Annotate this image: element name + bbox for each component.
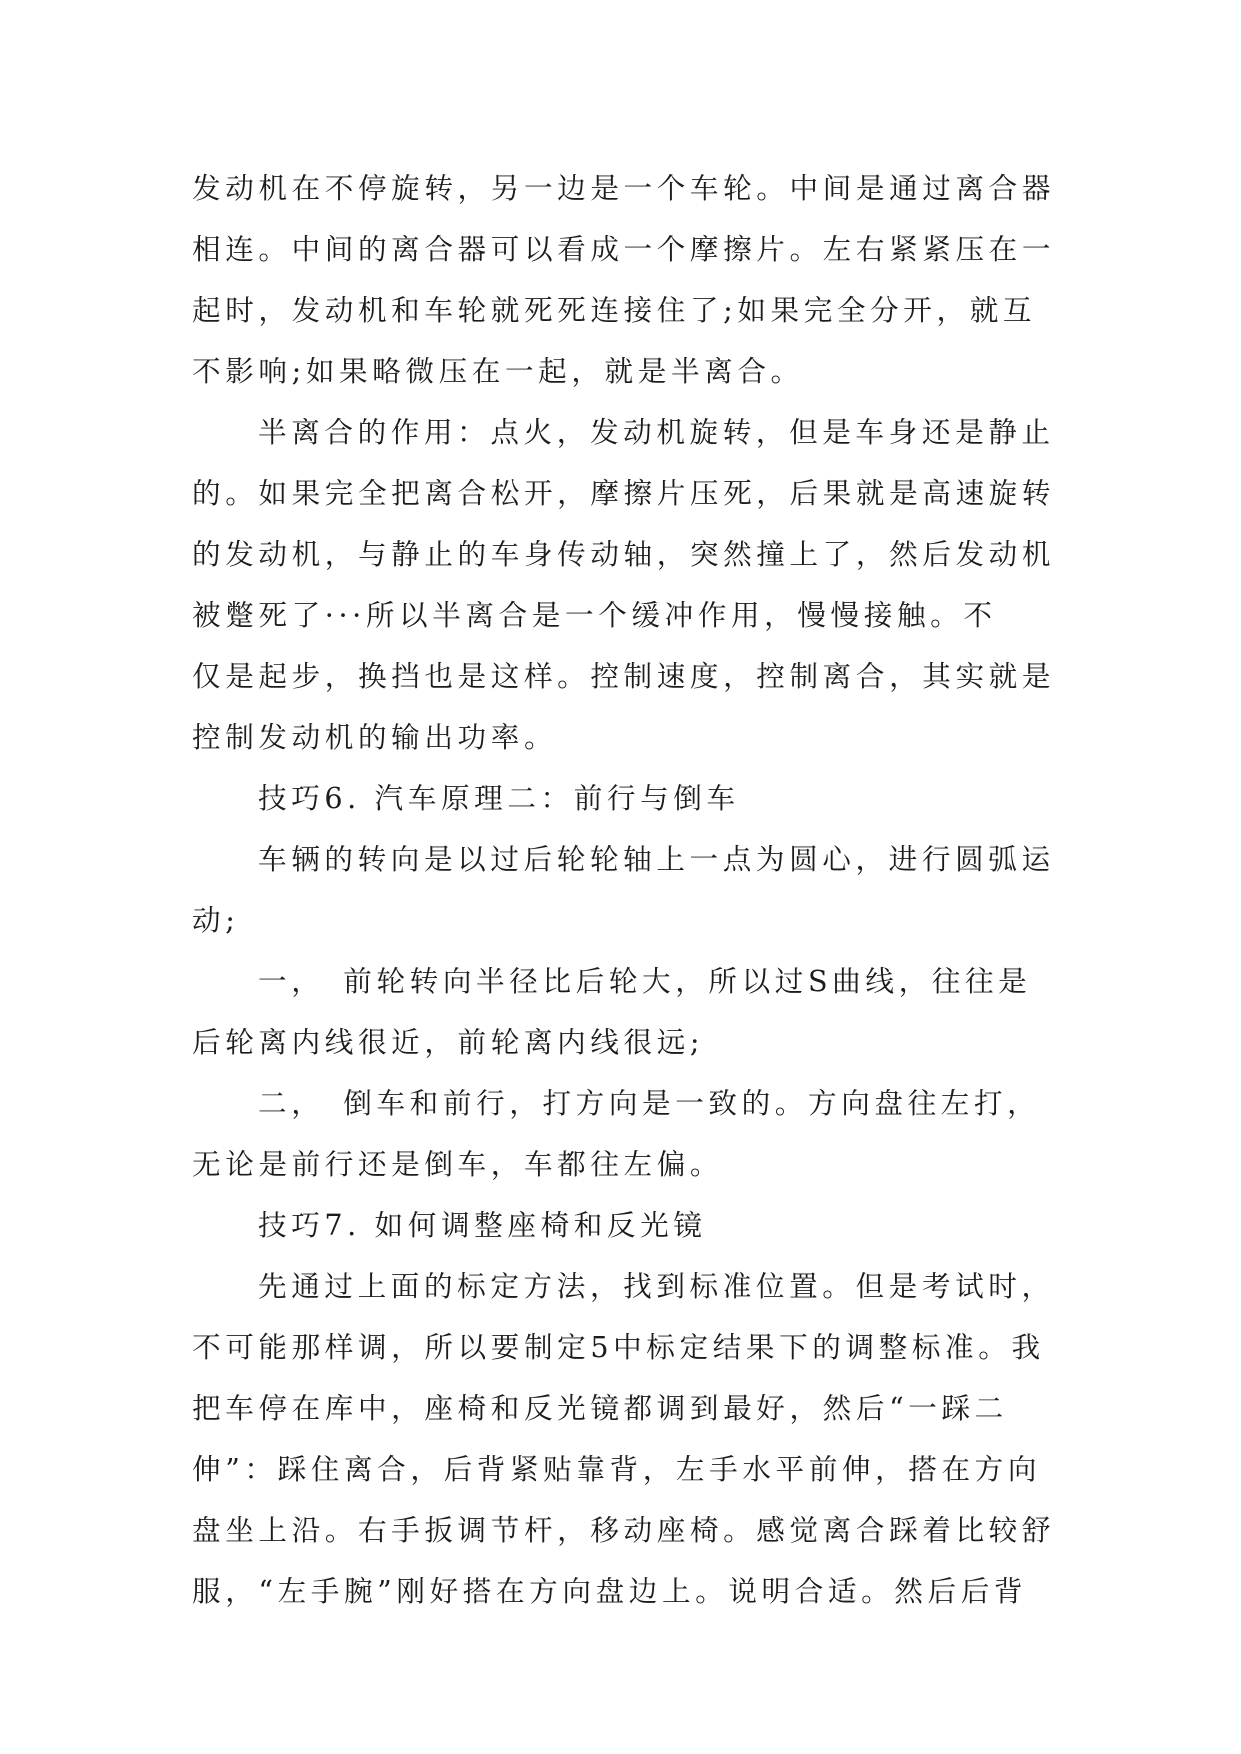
text-line: 服，“左手腕”刚好搭在方向盘边上。说明合适。然后后背: [192, 1574, 1028, 1608]
section-heading: 技巧7. 如何调整座椅和反光镜: [258, 1208, 707, 1242]
text-line: 的。如果完全把离合松开，摩擦片压死，后果就是高速旋转: [192, 476, 1056, 510]
text-line: 发动机在不停旋转，另一边是一个车轮。中间是通过离合器: [192, 171, 1056, 205]
text-line: 伸”：踩住离合，后背紧贴靠背，左手水平前伸，搭在方向: [192, 1452, 1042, 1486]
text-line: 仅是起步，换挡也是这样。控制速度，控制离合，其实就是: [192, 659, 1056, 693]
text-line: 动;: [192, 903, 240, 937]
text-line: 先通过上面的标定方法，找到标准位置。但是考试时，: [258, 1269, 1055, 1303]
text-line: 的发动机，与静止的车身传动轴，突然撞上了，然后发动机: [192, 537, 1056, 571]
text-line: 后轮离内线很近，前轮离内线很远;: [192, 1025, 705, 1059]
text-line: 控制发动机的输出功率。: [192, 720, 558, 754]
text-line: 把车停在库中，座椅和反光镜都调到最好，然后“一踩二: [192, 1391, 1008, 1425]
list-item: 二， 倒车和前行，打方向是一致的。方向盘往左打，: [258, 1086, 1041, 1120]
text-line: 盘坐上沿。右手扳调节杆，移动座椅。感觉离合踩着比较舒: [192, 1513, 1056, 1547]
text-line: 车辆的转向是以过后轮轮轴上一点为圆心，进行圆弧运: [258, 842, 1055, 876]
text-line: 半离合的作用：点火，发动机旋转，但是车身还是静止: [258, 415, 1055, 449]
section-heading: 技巧6. 汽车原理二：前行与倒车: [258, 781, 740, 815]
text-line: 起时，发动机和车轮就死死连接住了;如果完全分开，就互: [192, 293, 1037, 327]
list-item: 一， 前轮转向半径比后轮大，所以过S曲线，往往是: [258, 964, 1032, 998]
text-line: 无论是前行还是倒车，车都往左偏。: [192, 1147, 724, 1181]
text-line: 被蹩死了···所以半离合是一个缓冲作用，慢慢接触。不: [192, 598, 997, 632]
text-line: 不影响;如果略微压在一起，就是半离合。: [192, 354, 804, 388]
text-line: 相连。中间的离合器可以看成一个摩擦片。左右紧紧压在一: [192, 232, 1056, 266]
text-line: 不可能那样调，所以要制定5中标定结果下的调整标准。我: [192, 1330, 1045, 1364]
document-body: [192, 158, 1060, 1622]
